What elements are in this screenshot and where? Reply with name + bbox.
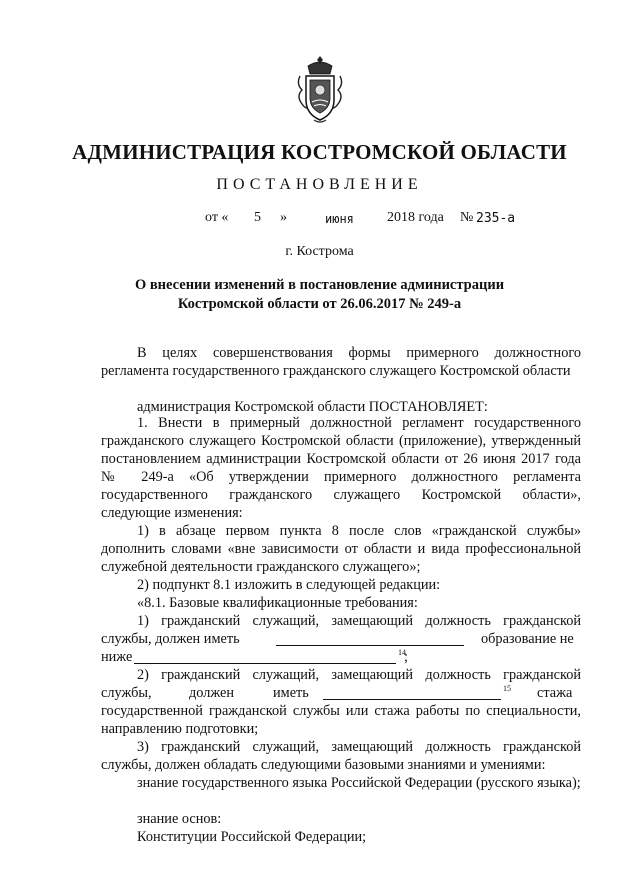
date-year: 2018 года <box>387 210 444 225</box>
paragraph-req-1-line-2 <box>101 630 581 648</box>
req-1-text-a: службы, должен иметь <box>101 631 240 647</box>
paragraph-req-2-line-2 <box>101 684 581 702</box>
number-prefix: № <box>460 210 474 225</box>
req-2-text-a: службы, <box>101 685 152 701</box>
paragraph-item-1: 1. Внести в примерный должностной регламент государственного гражданского служащего Костромской области (приложение), утвержденный постановлением администрации Костромской области от 26 июня 2017 года № 249-а «Об утверждении примерного должностного регламента государственного гражданского служащего Костромской области», следующие изменения: <box>101 415 581 521</box>
paragraph-language: знание государственного языка Российской Федерации (русского языка); <box>137 775 581 791</box>
date-prefix: от « <box>205 210 229 225</box>
date-day: 5 <box>254 210 261 225</box>
document-type: ПОСТАНОВЛЕНИЕ <box>216 176 423 193</box>
paragraph-constitution: Конституции Российской Федерации; <box>137 829 367 845</box>
paragraph-req-1-line-1: 1) гражданский служащий, замещающий должность гражданской <box>137 613 581 629</box>
education-blank-line <box>276 633 464 646</box>
req-1-text-b: образование не <box>481 631 574 647</box>
req-2-text-c: иметь <box>273 685 309 701</box>
date-quote-close: » <box>280 210 287 225</box>
footnote-15: 15 <box>503 684 511 693</box>
paragraph-sub-2: 2) подпункт 8.1 изложить в следующей редакции: <box>137 577 441 593</box>
paragraph-resolves: администрация Костромской области ПОСТАНОВЛЯЕТ: <box>137 399 488 415</box>
req-2-text-b: должен <box>189 685 235 701</box>
city: г. Кострома <box>285 244 354 259</box>
paragraph-basics: знание основ: <box>137 811 222 827</box>
paragraph-req-3: 3) гражданский служащий, замещающий должность гражданской службы, должен обладать следующими базовыми знаниями и умениями: <box>101 739 581 773</box>
paragraph-sub-1: 1) в абзаце первом пункта 8 после слов «гражданской службы» дополнить словами «вне зависимости от области и вида профессиональной служебной деятельности гражданского служащего»; <box>101 523 581 575</box>
req-1-text-c: ниже <box>101 649 133 665</box>
paragraph-req-2-line-1: 2) гражданский служащий, замещающий должность гражданской <box>137 667 581 683</box>
coat-of-arms-emblem <box>296 54 344 126</box>
document-number: 235-а <box>476 211 516 226</box>
paragraph-req-1-line-3 <box>101 648 581 666</box>
organization-title: АДМИНИСТРАЦИЯ КОСТРОМСКОЙ ОБЛАСТИ <box>72 140 567 164</box>
experience-blank-line <box>323 687 501 700</box>
subject-line-2: Костромской области от 26.06.2017 № 249-а <box>177 296 462 312</box>
subject-line-1: О внесении изменений в постановление администрации <box>134 277 505 293</box>
req-2-text-d: стажа <box>537 685 573 701</box>
footnote-14: 14 <box>398 648 406 657</box>
document-subject <box>0 276 639 314</box>
paragraph-8-1: «8.1. Базовые квалификационные требования: <box>137 595 418 611</box>
date-month: июня <box>325 212 354 226</box>
paragraph-preamble: В целях совершенствования формы примерного должностного регламента государственного гражданского служащего Костромской области <box>101 345 581 379</box>
req-1-end: ; <box>404 649 408 665</box>
education-level-blank-line <box>134 651 396 664</box>
paragraph-req-2-rest: государственной гражданской службы или стажа работы по специальности, направлению подготовки; <box>101 703 581 737</box>
